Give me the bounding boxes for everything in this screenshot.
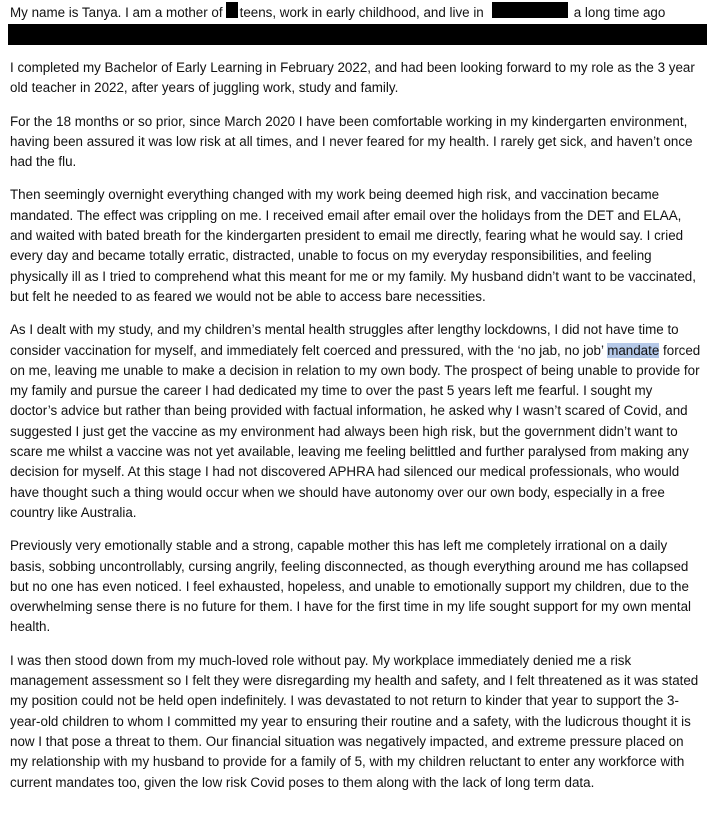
paragraph-4-start: As I dealt with my study, and my children’s mental health struggles after lengthy lockdowns, I did not have time to consider vaccination for myself, and immediately felt coerced and pressured, with the ‘no jab, no job’ [10, 322, 679, 358]
intro-text-part3: a long time ago [573, 5, 666, 20]
paragraph-2: For the 18 months or so prior, since March 2020 I have been comfortable working in my kindergarten environment, having been assured it was low risk at all times, and I never feared for my health. I rarely get sick, and haven’t once had the flu. [10, 113, 693, 170]
highlighted-word[interactable]: mandate [607, 342, 660, 358]
paragraph-5: Previously very emotionally stable and a strong, capable mother this has left me completely irrational on a daily basis, sobbing uncontrollably, cursing angrily, feeling disconnected, as though everything around me has collapsed but no one has even noticed. I feel exhausted, hopeless, and unable to emotionally support my children, due to the overwhelming sense there is no future for them. I have for the first time in my life sought support for my own mental health. [10, 538, 691, 635]
document-page [10, 2, 702, 790]
paragraph-3: Then seemingly overnight everything changed with my work being deemed high risk, and vaccination became mandated. The effect was crippling on me. I received email after email over the holidays from the DET and ELAA, and waited with bated breath for the kindergarten president to email me directly, fearing what he would say. I cried every day and became totally erratic, distracted, unable to focus on my everyday responsibilities, and feeling physically ill as I tried to comprehend what this meant for me or my family. My husband didn’t want to be vaccinated, but felt he needed to as feared we would not be able to access bare necessities. [10, 187, 696, 304]
redaction-block-location [492, 2, 568, 18]
intro-line [10, 2, 702, 24]
document-body [10, 58, 702, 806]
intro-text-part1: My name is Tanya. I am a mother of [10, 5, 223, 20]
paragraph-4-end: forced on me, leaving me unable to make a decision in relation to my own body. The prospect of being unable to provide for my family and pursue the career I had dedicated my time to over the past 5 years left me fearful. I sought my doctor’s advice but rather than being provided with factual information, he asked why I wasn’t scared of Covid, and suggested I just get the vaccine as my environment had always been high risk, but the government didn’t want to scare me whilst a vaccine was not yet available, leaving me feeling belittled and further paralysed from making any decision for myself. At this stage I had not discovered APHRA had silenced our medical professionals, who would have thought such a thing would occur when we should have autonomy over our own body, especially in a free country like Australia. [10, 342, 701, 520]
paragraph-1: I completed my Bachelor of Early Learning in February 2022, and had been looking forward to my role as the 3 year old teacher in 2022, after years of juggling work, study and family. [10, 60, 695, 96]
paragraph-4 [10, 320, 702, 523]
redaction-bar [8, 24, 707, 45]
paragraph-6: I was then stood down from my much-loved role without pay. My workplace immediately denied me a risk management assessment so I felt they were disregarding my health and safety, and I felt threatened as it was stated my position could not be held open indefinitely. I was devastated to not return to kinder that year to support the 3-year-old children to whom I committed my year to ensuring their routine and a safety, with the ludicrous thought it is now I that pose a threat to them. Our financial situation was negatively impacted, and extreme pressure placed on my relationship with my husband to provide for a family of 5, with my children reluctant to enter any workforce with current mandates too, given the low risk Covid poses to them along with the lack of long term data. [10, 652, 699, 790]
redaction-block-number [226, 2, 238, 18]
intro-text-part2: teens, work in early childhood, and live in [239, 5, 484, 20]
